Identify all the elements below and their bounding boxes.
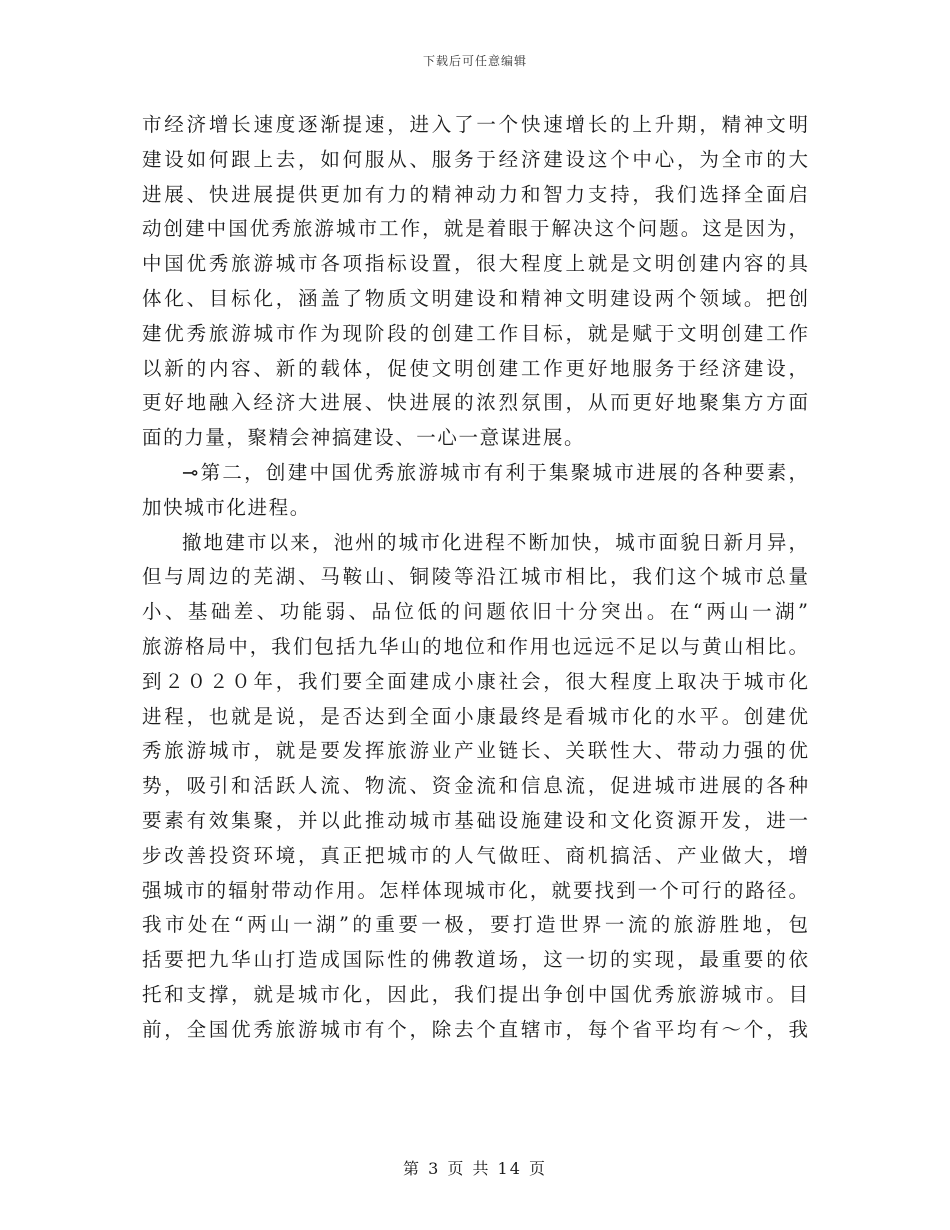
text-line: 我市处在“两山一湖”的重要一极，要打造世界一流的旅游胜地，包 [142, 913, 808, 937]
text-line: 但与周边的芜湖、马鞍山、铜陵等沿江城市相比，我们这个城市总量 [142, 565, 808, 589]
text-line: 秀旅游城市，就是要发挥旅游业产业链长、关联性大、带动力强的优 [142, 739, 808, 763]
text-line: 要素有效集聚，并以此推动城市基础设施建设和文化资源开发，进一 [142, 808, 808, 832]
text-line: 括要把九华山打造成国际性的佛教道场，这一切的实现，最重要的依 [142, 948, 808, 972]
text-line: 动创建中国优秀旅游城市工作，就是着眼于解决这个问题。这是因为， [142, 217, 808, 241]
text-line: 以新的内容、新的载体，促使文明创建工作更好地服务于经济建设， [142, 356, 808, 380]
text-line: 小、基础差、功能弱、品位低的问题依旧十分突出。在“两山一湖” [142, 600, 808, 624]
text-line: 步改善投资环境，真正把城市的人气做旺、商机搞活、产业做大，增 [142, 843, 808, 867]
text-line: 进展、快进展提供更加有力的精神动力和智力支持，我们选择全面启 [142, 182, 808, 206]
text-line: 体化、目标化，涵盖了物质文明建设和精神文明建设两个领域。把创 [142, 286, 808, 310]
text-line: 进程，也就是说，是否达到全面小康最终是看城市化的水平。创建优 [142, 704, 808, 728]
text-line: 撤地建市以来，池州的城市化进程不断加快，城市面貌日新月异， [182, 530, 808, 554]
text-line: 旅游格局中，我们包括九华山的地位和作用也远远不足以与黄山相比。 [142, 634, 808, 658]
section-heading-line: 加快城市化进程。 [142, 495, 311, 519]
text-line: 中国优秀旅游城市各项指标设置，很大程度上就是文明创建内容的具 [142, 252, 808, 276]
text-line: 强城市的辐射带动作用。怎样体现城市化，就要找到一个可行的路径。 [142, 878, 808, 902]
document-body [142, 108, 808, 1048]
page-number-footer: 第 3 页 共 14 页 [403, 1159, 547, 1178]
text-line: 到２０２０年，我们要全面建成小康社会，很大程度上取决于城市化 [142, 669, 808, 693]
page-header: 下载后可任意编辑 [422, 54, 527, 68]
text-line: 托和支撑，就是城市化，因此，我们提出争创中国优秀旅游城市。目 [142, 982, 808, 1006]
text-line: 建优秀旅游城市作为现阶段的创建工作目标，就是赋于文明创建工作 [142, 321, 808, 345]
text-line: 面的力量，聚精会神搞建设、一心一意谋进展。 [142, 426, 586, 450]
section-heading-line: ⊸第二，创建中国优秀旅游城市有利于集聚城市进展的各种要素， [182, 460, 808, 484]
text-line: 前，全国优秀旅游城市有个，除去个直辖市，每个省平均有～个，我 [142, 1017, 808, 1041]
text-line: 市经济增长速度逐渐提速，进入了一个快速增长的上升期，精神文明 [142, 113, 808, 136]
text-line: 更好地融入经济大进展、快进展的浓烈氛围，从而更好地聚集方方面 [142, 391, 808, 415]
text-line: 建设如何跟上去，如何服从、服务于经济建设这个中心，为全市的大 [142, 147, 808, 171]
text-line: 势，吸引和活跃人流、物流、资金流和信息流，促进城市进展的各种 [142, 774, 808, 798]
